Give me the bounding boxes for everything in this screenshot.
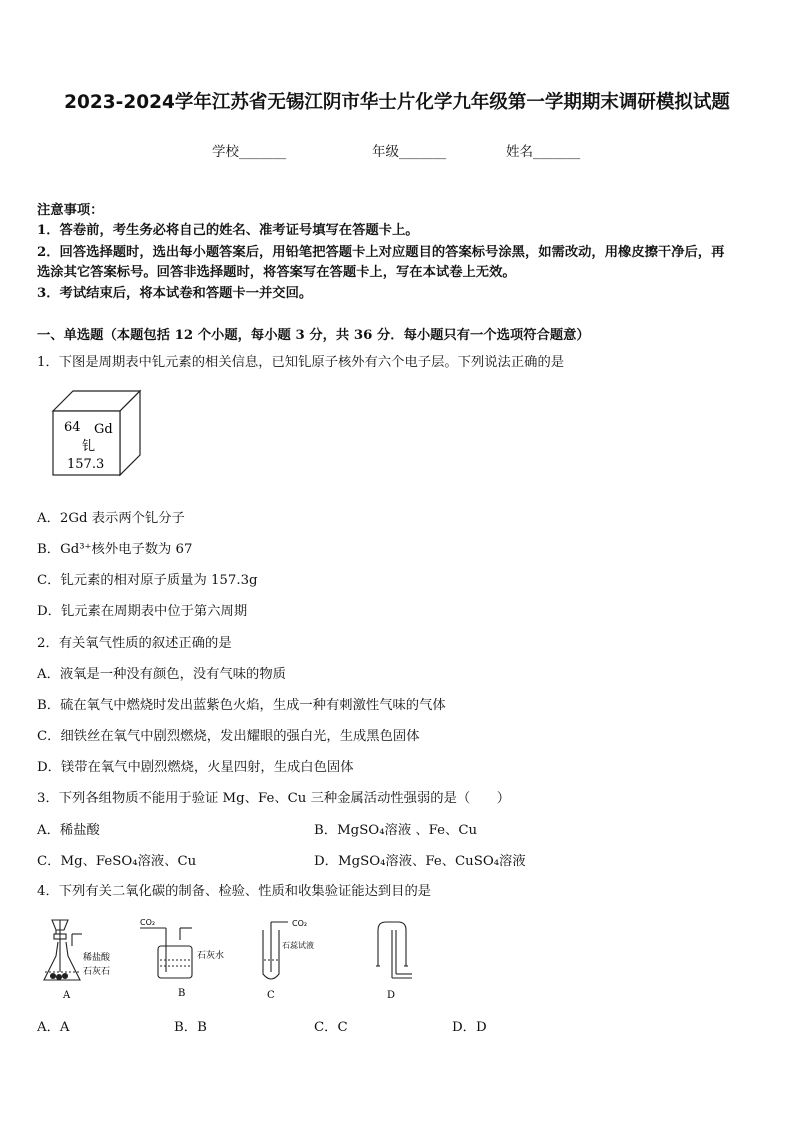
apparatus-c-label: C	[267, 990, 275, 1001]
q1-option-c: C．钆元素的相对原子质量为 157.3g	[37, 573, 258, 588]
q2-option-d: D．镁带在氧气中剧烈燃烧，火星四射，生成白色固体	[37, 760, 354, 775]
label-dilute-hcl: 稀盐酸	[83, 953, 111, 963]
q2-option-b: B．硫在氧气中燃烧时发出蓝紫色火焰，生成一种有刺激性气味的气体	[37, 698, 446, 713]
apparatus-d-label: D	[387, 990, 396, 1001]
section-heading: 一、单选题（本题包括 12 个小题，每小题 3 分，共 36 分．每小题只有一个选项符合题意）	[37, 328, 590, 343]
name-field: 姓名_______	[506, 144, 581, 160]
apparatus-a	[44, 920, 82, 980]
element-symbol: Gd	[94, 422, 113, 437]
notice-item-3: 3．考试结束后，将本试卷和答题卡一并交回。	[37, 286, 313, 301]
q4-option-b: B．B	[174, 1020, 207, 1035]
page-title: 2023-2024学年江苏省无锡江阴市华士片化学九年级第一学期期末调研模拟试题	[64, 92, 730, 113]
element-number: 64	[64, 420, 81, 435]
school-field: 学校_______	[212, 144, 287, 160]
co2-apparatus-diagram	[30, 912, 430, 1004]
grade-field: 年级_______	[372, 144, 447, 160]
element-cell-cube	[48, 381, 148, 477]
question-4-stem: 4．下列有关二氧化碳的制备、检验、性质和收集验证能达到目的是	[37, 884, 432, 899]
q3-option-b: B．MgSO₄溶液 、Fe、Cu	[314, 823, 478, 838]
q2-option-a: A．液氧是一种没有颜色，没有气味的物质	[37, 667, 286, 682]
question-1-stem: 1．下图是周期表中钆元素的相关信息，已知钆原子核外有六个电子层。下列说法正确的是	[37, 355, 565, 370]
notice-heading: 注意事项：	[37, 203, 104, 218]
apparatus-b-label: B	[178, 988, 186, 999]
q2-option-c: C．细铁丝在氧气中剧烈燃烧，发出耀眼的强白光，生成黑色固体	[37, 729, 420, 744]
label-co2-b: CO₂	[140, 918, 156, 927]
notice-item-1: 1．答卷前，考生务必将自己的姓名、准考证号填写在答题卡上。	[37, 223, 419, 238]
apparatus-c	[263, 922, 288, 979]
label-limestone: 石灰石	[83, 967, 111, 977]
q1-option-d: D．钆元素在周期表中位于第六周期	[37, 604, 248, 619]
question-2-stem: 2．有关氧气性质的叙述正确的是	[37, 636, 232, 651]
notice-item-2-line-1: 2．回答选择题时，选出每小题答案后，用铅笔把答题卡上对应题目的答案标号涂黑，如需改动，用橡皮擦干净后，再	[37, 245, 725, 260]
q4-option-a: A．A	[37, 1020, 70, 1035]
element-mass: 157.3	[67, 457, 105, 472]
q3-option-c: C．Mg、FeSO₄溶液、Cu	[37, 854, 197, 869]
apparatus-a-label: A	[63, 990, 71, 1001]
q1-option-a: A．2Gd 表示两个钆分子	[37, 511, 185, 526]
apparatus-d	[376, 922, 412, 978]
notice-item-2-line-2: 选涂其它答案标号。回答非选择题时，将答案写在答题卡上，写在本试卷上无效。	[37, 265, 516, 280]
q4-option-c: C．C	[314, 1020, 348, 1035]
element-name: 钆	[82, 439, 96, 454]
q1-option-b: B．Gd³⁺核外电子数为 67	[37, 542, 193, 557]
label-co2-c: CO₂	[292, 919, 308, 928]
q3-option-a: A．稀盐酸	[37, 823, 100, 838]
label-litmus: 石蕊试液	[282, 941, 314, 950]
label-limewater: 石灰水	[197, 951, 225, 961]
apparatus-b	[140, 928, 192, 978]
q4-option-d: D．D	[452, 1020, 487, 1035]
q3-option-d: D．MgSO₄溶液、Fe、CuSO₄溶液	[314, 854, 526, 869]
question-3-stem: 3．下列各组物质不能用于验证 Mg、Fe、Cu 三种金属活动性强弱的是（ ）	[37, 791, 511, 806]
